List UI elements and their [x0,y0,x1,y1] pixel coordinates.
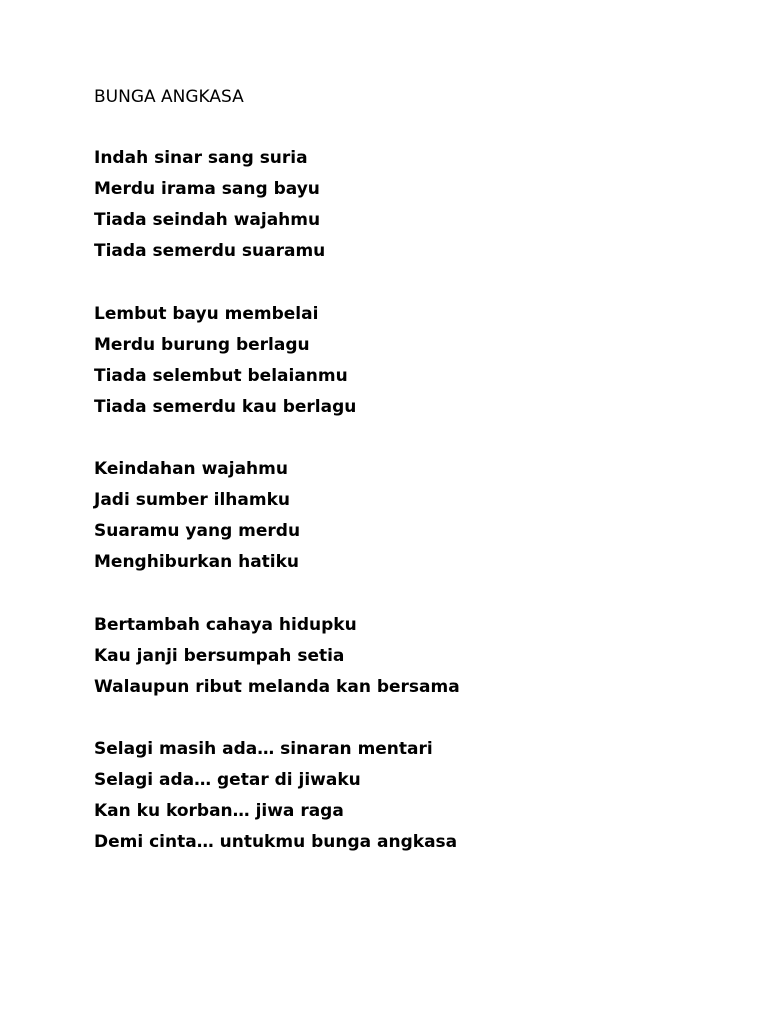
lyric-line: Merdu burung berlagu [94,335,310,355]
lyric-line: Tiada seindah wajahmu [94,210,321,230]
lyric-line: Menghiburkan hatiku [94,552,300,572]
lyric-line: Walaupun ribut melanda kan bersama [94,677,460,697]
stanza-4 [94,610,460,703]
lyric-line: Merdu irama sang bayu [94,179,320,199]
lyric-line: Keindahan wajahmu [94,459,288,479]
stanza-3 [94,454,300,578]
lyric-line: Selagi masih ada… sinaran mentari [94,739,433,759]
lyric-line: Demi cinta… untukmu bunga angkasa [94,832,458,852]
lyric-line: Tiada semerdu suaramu [94,241,326,261]
lyric-line: Jadi sumber ilhamku [94,490,290,510]
stanza-2 [94,299,356,423]
lyric-line: Tiada selembut belaianmu [94,366,348,386]
stanza-1 [94,143,325,267]
lyric-line: Selagi ada… getar di jiwaku [94,770,361,790]
stanza-5 [94,734,457,858]
lyric-line: Kau janji bersumpah setia [94,646,345,666]
lyric-line: Indah sinar sang suria [94,148,308,168]
lyric-line: Lembut bayu membelai [94,304,319,324]
lyric-line: Kan ku korban… jiwa raga [94,801,344,821]
lyric-line: Tiada semerdu kau berlagu [94,397,357,417]
page-title: BUNGA ANGKASA [94,87,244,107]
lyric-line: Bertambah cahaya hidupku [94,615,357,635]
lyric-line: Suaramu yang merdu [94,521,301,541]
